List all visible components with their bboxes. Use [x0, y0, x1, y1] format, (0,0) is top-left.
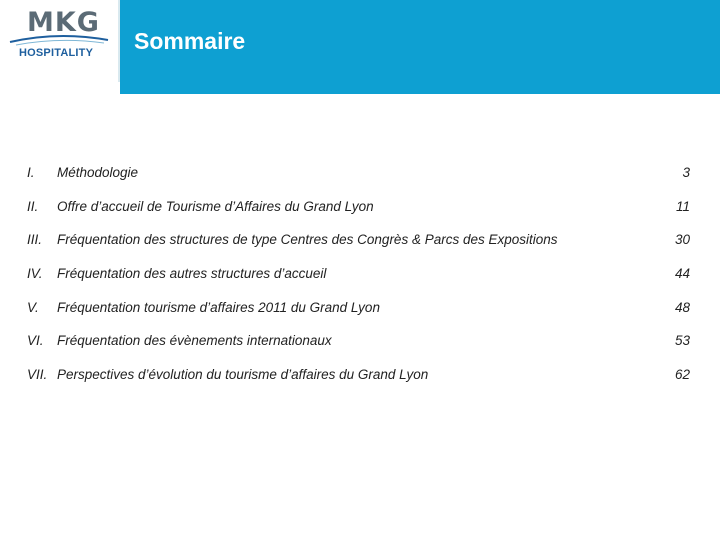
toc-item-number: VII.: [27, 367, 48, 382]
toc-item-number: IV.: [27, 266, 43, 281]
toc-item[interactable]: [0, 165, 720, 185]
toc-item-page: 30: [674, 232, 690, 247]
logo-swoosh-icon: [8, 33, 110, 47]
toc-item-number: II.: [27, 199, 39, 214]
toc-item[interactable]: [0, 199, 720, 219]
toc-item-page: 48: [674, 300, 690, 315]
toc-item[interactable]: [0, 367, 720, 387]
toc-item-number: VI.: [27, 333, 44, 348]
toc-item[interactable]: [0, 333, 720, 353]
toc-item-label: Fréquentation des autres structures d’accueil: [57, 266, 327, 281]
logo-subtitle-text: HOSPITALITY: [19, 47, 94, 59]
toc-item-page: 3: [682, 165, 690, 180]
toc-item-label: Offre d’accueil de Tourisme d’Affaires du Grand Lyon: [57, 199, 374, 214]
toc-item[interactable]: [0, 300, 720, 320]
page-title: Sommaire: [134, 28, 246, 54]
company-logo: [0, 0, 120, 82]
toc-item-number: III.: [27, 232, 43, 247]
toc-item-label: Perspectives d’évolution du tourisme d’affaires du Grand Lyon: [57, 367, 429, 382]
toc-item-label: Fréquentation tourisme d’affaires 2011 du Grand Lyon: [57, 300, 380, 315]
logo-brand-text: MKG: [27, 7, 100, 38]
toc-item[interactable]: [0, 232, 720, 252]
toc-item-label: Méthodologie: [57, 165, 139, 180]
toc-item-label: Fréquentation des évènements internationaux: [57, 333, 332, 348]
slide-header: [0, 0, 720, 94]
toc-item-page: 53: [674, 333, 690, 348]
toc-item-number: V.: [27, 300, 39, 315]
toc-item-page: 44: [674, 266, 690, 281]
toc-item-page: 62: [674, 367, 690, 382]
toc-item[interactable]: [0, 266, 720, 286]
toc-item-page: 11: [675, 199, 690, 214]
toc-item-label: Fréquentation des structures de type Centres des Congrès & Parcs des Expositions: [57, 232, 558, 247]
toc-item-number: I.: [27, 165, 35, 180]
